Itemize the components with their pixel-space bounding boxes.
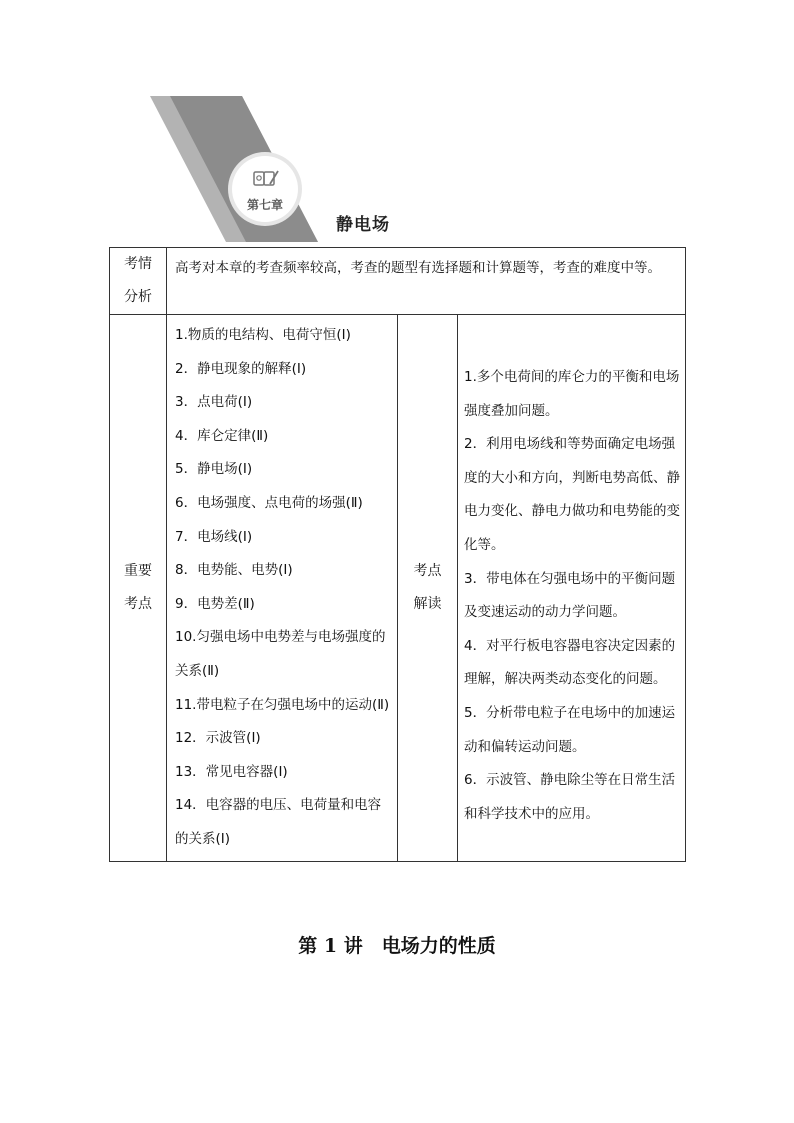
list-item: 12．示波管(Ⅰ) <box>175 730 261 747</box>
chapter-overview-table <box>109 247 686 862</box>
list-item: 4．库仑定律(Ⅱ) <box>175 427 269 444</box>
list-item: 2．静电现象的解释(Ⅰ) <box>175 360 307 377</box>
list-item: 10.匀强电场中电势差与电场强度的关系(Ⅱ) <box>175 629 386 679</box>
point-reading-list <box>458 315 686 862</box>
header-line: 重要 <box>124 562 152 579</box>
list-item: 14．电容器的电压、电荷量和电容的关系(Ⅰ) <box>175 797 382 847</box>
header-line: 考情 <box>124 256 152 272</box>
list-item: 5．静电场(Ⅰ) <box>175 461 253 478</box>
chapter-number: 第七章 <box>246 198 283 212</box>
chapter-banner-decoration <box>140 92 320 247</box>
header-line: 考点 <box>124 595 152 612</box>
lecture-title: 第 1 讲 电场力的性质 <box>298 935 496 957</box>
table-row <box>110 315 686 862</box>
list-item: 11.带电粒子在匀强电场中的运动(Ⅱ) <box>175 696 390 713</box>
exam-analysis-text: 高考对本章的考查频率较高，考查的题型有选择题和计算题等，考查的难度中等。 <box>175 260 661 276</box>
book-pen-icon <box>252 168 280 188</box>
list-item: 5．分析带电粒子在电场中的加速运动和偏转运动问题。 <box>464 704 676 755</box>
list-item: 2．利用电场线和等势面确定电场强度的大小和方向，判断电势高低、静电力变化、静电力做功和电势能的变化等。 <box>464 436 680 553</box>
list-item: 3．点电荷(Ⅰ) <box>175 394 253 411</box>
key-points-list <box>167 315 398 862</box>
row-header-point-reading <box>398 315 458 862</box>
list-item: 8．电势能、电势(Ⅰ) <box>175 562 293 579</box>
list-item: 9．电势差(Ⅱ) <box>175 595 255 612</box>
row-header-key-points <box>110 315 167 862</box>
list-item: 6．示波管、静电除尘等在日常生活和科学技术中的应用。 <box>464 772 676 822</box>
exam-analysis-cell <box>167 248 686 315</box>
header-line: 考点 <box>413 562 442 579</box>
list-item: 4．对平行板电容器电容决定因素的理解，解决两类动态变化的问题。 <box>464 637 676 688</box>
list-item: 1.多个电荷间的库仑力的平衡和电场强度叠加问题。 <box>464 369 680 419</box>
row-header-exam-analysis <box>110 248 167 315</box>
list-item: 6．电场强度、点电荷的场强(Ⅱ) <box>175 494 363 511</box>
list-item: 13．常见电容器(Ⅰ) <box>175 763 288 780</box>
list-item: 7．电场线(Ⅰ) <box>175 528 253 545</box>
list-item: 1.物质的电结构、电荷守恒(Ⅰ) <box>175 327 351 343</box>
list-item: 3．带电体在匀强电场中的平衡问题及变速运动的动力学问题。 <box>464 570 676 621</box>
chapter-badge <box>232 156 298 222</box>
chapter-title: 静电场 <box>336 215 390 235</box>
header-line: 解读 <box>413 595 442 612</box>
header-line: 分析 <box>124 289 152 305</box>
table-row <box>110 248 686 315</box>
